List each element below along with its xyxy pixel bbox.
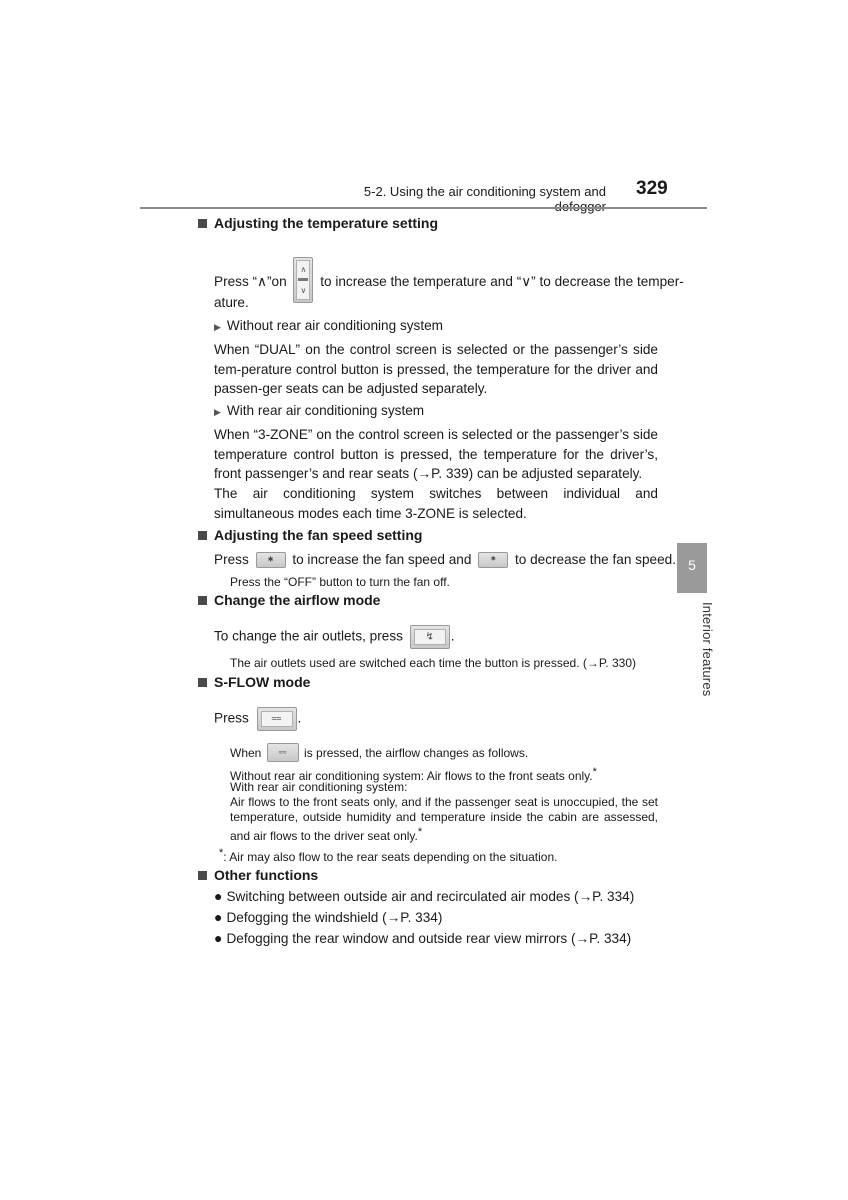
sflow-heading: S-FLOW mode bbox=[214, 674, 311, 690]
sflow-footnote: *: Air may also flow to the rear seats depending on the situation. bbox=[219, 847, 558, 864]
bullet-dot-icon: ● bbox=[214, 909, 223, 925]
temp-press-end: ature. bbox=[214, 295, 249, 310]
fan-press-pre: Press bbox=[214, 552, 249, 567]
heading-bullet-icon bbox=[198, 219, 207, 228]
fan-note: Press the “OFF” button to turn the fan off. bbox=[230, 575, 450, 589]
fan-press-line bbox=[214, 550, 676, 570]
heading-bullet-icon bbox=[198, 596, 207, 605]
temp-with-rear-label: ▶ With rear air conditioning system bbox=[214, 403, 425, 418]
triangle-bullet-icon: ▶ bbox=[214, 407, 221, 417]
header-rule bbox=[140, 207, 707, 209]
airflow-mode-button-icon: ↯ bbox=[410, 625, 450, 649]
other-item: ● Defogging the rear window and outside rear view mirrors (→P. 334) bbox=[214, 930, 632, 946]
temp-without-rear-text: When “DUAL” on the control screen is selected or the passenger’s side tem-perature control button is pressed, the temperature for the driver and passen-ger seats can be adjusted separately. bbox=[214, 342, 658, 396]
temp-mode-text: The air conditioning system switches between individual and simultaneous modes each time 3-ZONE is selected. bbox=[214, 486, 658, 521]
sflow-without-rear: Without rear air conditioning system: Air flows to the front seats only.* bbox=[230, 766, 597, 783]
temp-press-pre: Press “∧”on bbox=[214, 274, 287, 289]
temp-press-line bbox=[214, 257, 684, 303]
bullet-dot-icon: ● bbox=[214, 888, 223, 904]
temp-with-rear-text: When “3-ZONE” on the control screen is selected or the passenger’s side temperature control button is pressed, the temperature for the driver’s, front passenger’s and rear seats (→P. 339) can be adjusted separately. bbox=[214, 427, 658, 481]
temp-updown-button-icon bbox=[293, 257, 313, 303]
fan-up-button-icon: ✱ bbox=[256, 552, 286, 568]
sflow-with-rear-text: Air flows to the front seats only, and if the passenger seat is unoccupied, the set temperature, outside humidity and temperature inside the cabin are assessed, and air flows to the driver seat only.* bbox=[230, 795, 658, 843]
temp-without-rear-label: ▶ Without rear air conditioning system bbox=[214, 318, 444, 333]
sflow-small-button-icon: ≈≈ bbox=[267, 743, 299, 762]
page-number: 329 bbox=[636, 178, 668, 199]
airflow-text-pre: To change the air outlets, press bbox=[214, 628, 403, 644]
triangle-bullet-icon: ▶ bbox=[214, 322, 221, 332]
airflow-text-line: To change the air outlets, press ↯ . bbox=[214, 625, 454, 649]
other-heading: Other functions bbox=[214, 867, 319, 883]
sflow-press-line: Press ≈≈ . bbox=[214, 707, 301, 731]
fan-down-button-icon: ✱ bbox=[478, 552, 508, 568]
sflow-press-pre: Press bbox=[214, 710, 249, 726]
heading-bullet-icon bbox=[198, 871, 207, 880]
heading-bullet-icon bbox=[198, 531, 207, 540]
fan-press-end: to decrease the fan speed. bbox=[515, 552, 676, 567]
fan-heading: Adjusting the fan speed setting bbox=[214, 527, 423, 543]
temp-press-mid: to increase the temperature and “∨” to decrease the temper- bbox=[320, 274, 684, 289]
chapter-label: Interior features bbox=[700, 602, 715, 697]
other-item: ● Defogging the windshield (→P. 334) bbox=[214, 909, 443, 925]
bullet-dot-icon: ● bbox=[214, 930, 223, 946]
fan-press-mid: to increase the fan speed and bbox=[292, 552, 472, 567]
up-arrow-icon: ∧ bbox=[300, 265, 307, 274]
down-arrow-icon: ∨ bbox=[300, 285, 307, 295]
airflow-heading: Change the airflow mode bbox=[214, 592, 381, 608]
sflow-when-line: When ≈≈ is pressed, the airflow changes as follows. bbox=[230, 743, 528, 762]
heading-bullet-icon bbox=[198, 678, 207, 687]
sflow-button-icon: ≈≈ bbox=[257, 707, 297, 731]
temp-heading: Adjusting the temperature setting bbox=[214, 215, 439, 231]
sflow-with-rear-label: With rear air conditioning system: bbox=[230, 780, 408, 794]
airflow-note: The air outlets used are switched each time the button is pressed. (→P. 330) bbox=[230, 656, 636, 670]
section-title: 5-2. Using the air conditioning system and bbox=[363, 184, 606, 199]
other-item: ● Switching between outside air and recirculated air modes (→P. 334) bbox=[214, 888, 635, 904]
chapter-tab: 5 bbox=[677, 543, 707, 593]
